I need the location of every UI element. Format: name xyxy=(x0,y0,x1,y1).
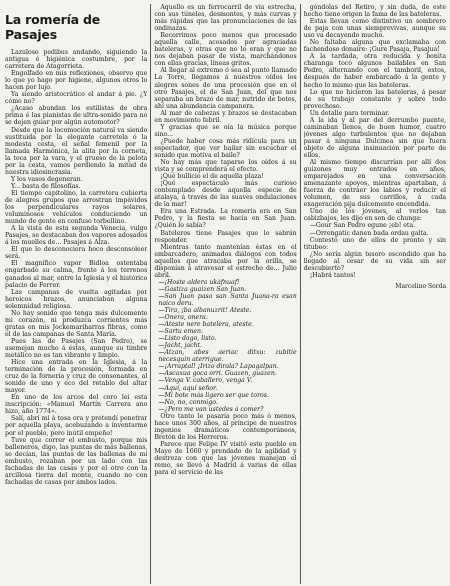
dialogue-line: —Atzan, abes aeriac ditxu: zubitie necesquin aterrigue. xyxy=(158,349,297,364)
paragraph: Pues las de Pasajes (San Pedro), se asemejan mucho á éstas, aunque su timbre metálico no es tan vibrante y limpio. xyxy=(5,337,148,360)
paragraph: ¡Qué bullicio el de aquella plaza! xyxy=(160,173,264,181)
paragraph: —Orrengatic danen bada ordau galta. xyxy=(309,229,429,237)
paragraph: Las campanas de vuelta agitadas por heroicos brazos, anunciaban alguna solemnidad religiosa. xyxy=(5,288,148,310)
column-3 xyxy=(304,4,446,584)
paragraph: ¿Puede haber cosa más ridícula para un espectador, que ver bailar sin escuchar el sonido que motiva el baile? xyxy=(154,137,297,159)
column-divider xyxy=(300,4,301,584)
paragraph: Uno de los jóvenes, al verlos tan cabizbajos, les dijo en son de chunga: xyxy=(303,208,447,223)
paragraph: Y gracias que se oía la música porque sino... xyxy=(154,123,297,138)
dialogue-line: —¡Arraptal! ¡Irizo dirala? Lapagalpan. xyxy=(158,363,279,371)
dialogue-line: —Ascaxua goca orri. Guazen, guazen. xyxy=(158,370,277,378)
column-divider xyxy=(150,4,151,584)
dialogue-line: —Listo dago, listo. xyxy=(158,335,217,343)
paragraph: Al mar de cabezas y brazos se destacaban en movimiento febril. xyxy=(154,109,297,124)
paragraph: A la tardada, otra reducida y bonita charanga tocó algunos bailables en San Pedro, alternando con el tamboril, estos, después de haber embarcado á la gente y hecho lo mismo que las bateleras. xyxy=(303,53,447,89)
paragraph: El tiempo capitolino, la carretera cubierta de alegres grupos que arrostran impávidos los perpendiculares rayos solares, voluminosos vehículos conduciendo un mundo de gente en confuso torbellino. xyxy=(5,189,148,226)
paragraph: Mientras tanto mantenían éstas en el embarcadero, animados diálogos con todos aquellos que atracaba por la orilla, se disponían á atravesar el estrecho de... Julio abril. xyxy=(154,243,297,279)
dialogue-line: —Ateste nere batelera, ateste. xyxy=(158,321,254,329)
paragraph: El que lo desconociera hoco desconsoleer será. xyxy=(5,246,148,261)
paragraph: Ya siendo aristocrático el andar á pie. ¿Y cómo no? xyxy=(5,91,148,106)
paragraph: A la vista de esta segunda Venecia, vulgo Pasajes, se destacaban dos vapores adosados á los muelles de... Pasajes á Alza. xyxy=(5,225,148,247)
dialogue-line: —No, no, conmigo. xyxy=(158,398,218,406)
paragraph: —Gour San Pedro egune ¡eb! eta. xyxy=(309,222,416,230)
paragraph: Hice una entrada en la Iglesia, á la terminación de la procesión, formada en cruz de la fornería y cruz de consonantes, al sonido de uno y eco del retablo del altar mayor. xyxy=(5,359,148,395)
dialogue-line: —Jacht, jacht. xyxy=(158,342,203,350)
dialogue-line: —Sartu emen. xyxy=(158,328,203,336)
paragraph: Y... basta de filosofías. xyxy=(11,182,81,190)
paragraph: Tuve que correr el embusto, porque mis balleneros, digo, las puntas de más ballenas, se decían, las puntas de las ballenas de mi embusto, rozaban por un lado con las fachadas de las casas y por el otro con la arcillosa tierra del monte, cuando no con fachadas de casas por ambos lados. xyxy=(5,436,148,486)
paragraph: Un detalle para terminar. xyxy=(309,109,390,117)
dialogue-line: —Gastiza guaizen San Juan. xyxy=(158,285,247,293)
paragraph: ¡Qué espectáculo más curioso contemplado desde aquella especie de atalaya, á través de las suaves ondulaciones de la mar! xyxy=(154,180,297,209)
dialogue-line: —San Juan pasa san Santa Juana-ra esan naico deru. xyxy=(158,292,297,307)
dialogue-line: —Aquí, aquí señor. xyxy=(158,384,218,392)
paragraph: Estas llevan como distintivo un sombrero de paja con unas siemprevivas, aunque su uso va decayendo mucho. xyxy=(303,18,447,40)
paragraph: Parece que Felipe IV visitó este pueblo en Mayo de 1660 y prendado de la agilidad y destreza con que las jóvenes manejan el remo, se llevó á Madrid á varias de ellas para el servicio de las xyxy=(154,440,297,477)
paragraph: Desde que la locomoción natural va siendo sustituida por la elegante carretela ó la modesta cesta, el señal femenil por la llamada Harmónica, la alita por la corneta, la toca por la vara, y el grueso de la pelota por la cesta, vamos perdiendo la mitad de nuestra idiosincrasia. xyxy=(5,126,148,176)
paragraph: Y los vasos degeneran. xyxy=(11,175,83,183)
dialogue-line: —Tira, ¡ba albanuzrit! Ateste. xyxy=(158,307,252,315)
dialogue-line: —¿Pero me van ustedes á comer? xyxy=(158,405,264,413)
paragraph: Otro tanto le pasaría poco más ó menos, hace unos 300 años, al príncipe de nuestros ingenios dramáticos contemporáneos, Bretón de los Herreros. xyxy=(154,412,297,441)
dialogue-line: —Mi bote más ligero ser que toros. xyxy=(158,391,269,399)
article-title: La romería de Pasajes xyxy=(5,12,101,42)
paragraph: Contestó uno de ellos de pronto y sin titubeo: xyxy=(303,236,447,251)
paragraph: No hay sonido que tenga más dulcemente mi corazón, ni produzca corrientes más gratas en mis Jockemariharras fibras, como el de las campanas de Santa María. xyxy=(5,309,148,338)
paragraph: A la ida y al par del derrumbo puente, caminaban llenos, de buen humor, cuatro jóvenes algo turbulentos que no dejaban pasar á ninguna Dulcinea sin que fuera objeto de alguna insinuación por parte de ellos. xyxy=(303,116,447,159)
paragraph: Engolfado en mis reflexiones, observo que lo que yo hago por higiene, algunos otros lo hacen por lujo. xyxy=(5,70,148,92)
paragraph: Lo que no hicieron las bateleras, á pesar de su trabajo constante y sobre todo provechoso. xyxy=(303,88,447,110)
paragraph: Aquello es un ferrocarril de vía estrecha, con sus túneles, desmontes, y más curvas y más rápidas que las pronunciaciones de las ondinazas. xyxy=(154,4,297,33)
signature-block xyxy=(304,283,446,290)
paragraph: Salí, abrí mi á tosa ora y pretendí penetrar por aquella playa, acebuzando a inventarme por el pueblo, pero inútil empeño! xyxy=(5,415,148,437)
paragraph: Lazuloso pedibus andando, siguiendo la antigua é higiénica costumbre, por la carretera de Atagorrieta. xyxy=(5,49,148,71)
paragraph: El magnífico vapor Bidloa ostentaba engarbado su calma, frente á los terrenos ganados al mar, entre la Iglesia y el histórico palacio de Ferrer. xyxy=(5,260,148,289)
paragraph: Era una Estrada. La romería era en San Pedro, y la fiesta se hacía en San Juan. ¿Quién lo sabía? xyxy=(154,208,297,230)
column-2 xyxy=(154,4,296,584)
paragraph: ¿No sería algún tesoro escondido que ha llegado al cesar de su vida sin ser descubierto? xyxy=(303,250,447,272)
paragraph: No faltaba alguna que exclamaba con fachendoso donaire: ¡Gure Pasaja, Pasajua! xyxy=(303,39,447,54)
dialogue-line: —Venga V. caballero, venga V. xyxy=(158,377,253,385)
paragraph: góndolas del Retiro, y sin duda, de este hecho tiene origen la fama de las bateleras. xyxy=(303,4,447,19)
paragraph: Bateleros tiene Pasajes que lo sabrán responder. xyxy=(154,229,297,244)
closing-line: ¡Habrá tantos! xyxy=(309,271,356,279)
column-1 xyxy=(5,4,147,584)
paragraph: Al mismo tiempo discurrían por allí dos guizones muy entrados en años, emparejados en una conversación amenazante apoyos, mientras apartaban, á fuerza de contraer los labios y reducir el volumen, de sus carrillos, á cada exageración pija dulcemente encendida. xyxy=(303,159,447,209)
paragraph: Recorrimos poco menos que procesado aquella calle, acosados por agraciadas bateleras, y otras que no lo eran y que no nos dejaban pasar de vista, marchándonos con ellas gracias, líneas gritos. xyxy=(154,32,297,68)
dialogue-line: —¡Hoste aldera ukáfnuaf! xyxy=(158,278,240,286)
paragraph: Al llegar al extremo ó sea al punto llamado La Torre, llegamos á nuestros oídos los alegres sones de una procesión que en el otro Pasajes, el de San Juan, del que nos separaba un brazo de mar, nutrido de botes, ahí una abundancia campanera. xyxy=(154,67,297,110)
author-name: Marcelino Sorda xyxy=(395,282,447,290)
paragraph: No hay más que taparse los oídos á su vista y se comprenderá el efecto. xyxy=(154,159,297,174)
paragraph: ¿Acaso abundan los estilistas de obra prima é las pianistas de ultra-sonido para no se dejen guiar por algún automotor? xyxy=(5,105,148,127)
paragraph: En uno de los arcos del coro leí esta inscripción: «Manuel Martín Carrera ano hizo, año 1774». xyxy=(5,394,148,416)
dialogue-line: —Onera, onera. xyxy=(158,314,208,322)
